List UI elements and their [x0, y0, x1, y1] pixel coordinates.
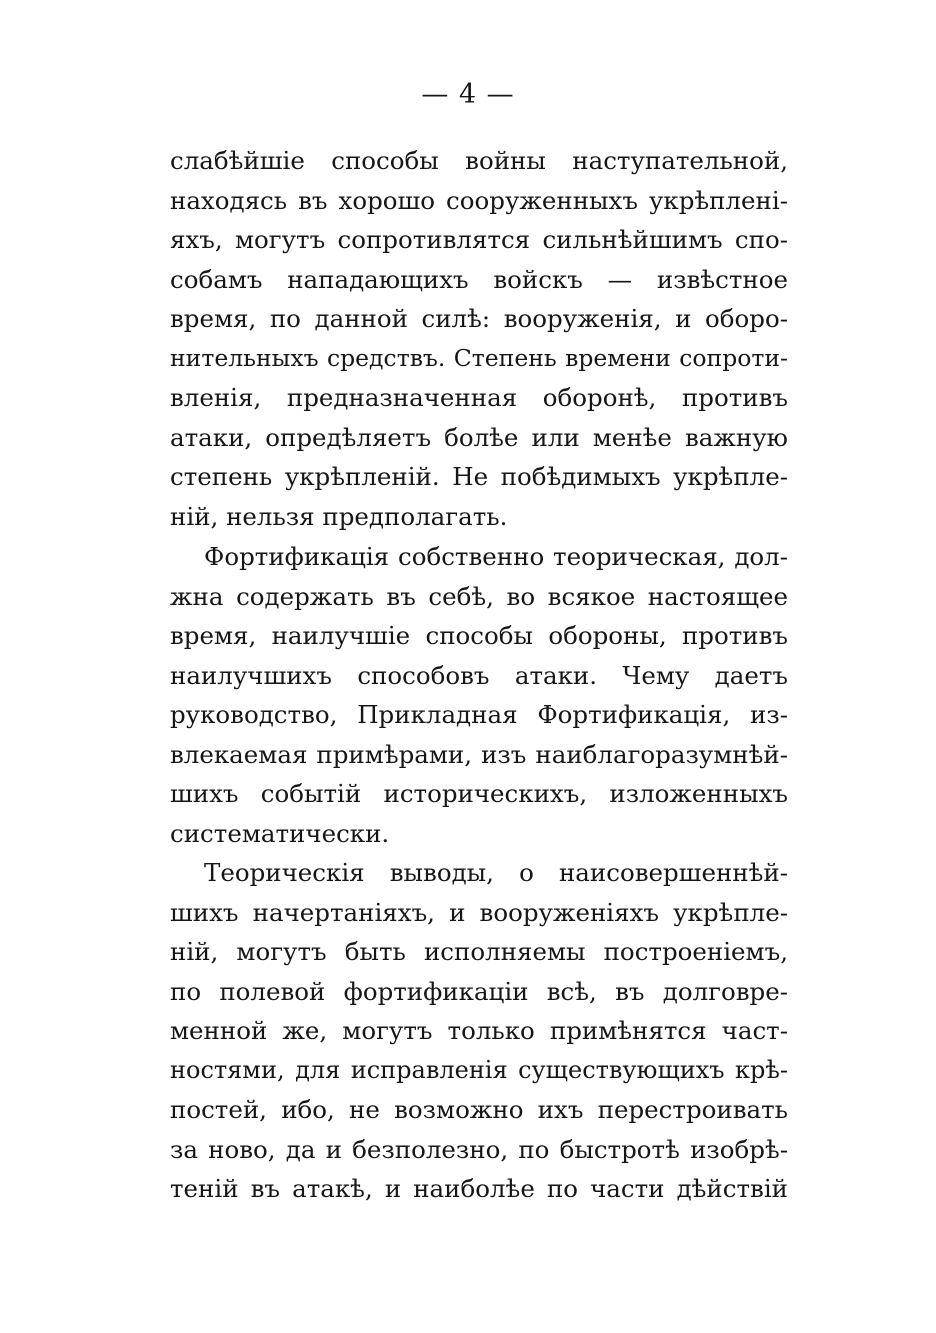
text-line: Теорическія выводы, о наисовершеннѣй- [204, 858, 788, 887]
text-line: шихъ начертаніяхъ, и вооруженіяхъ укрѣпле- [170, 897, 788, 927]
text-line: слабѣйшіе способы войны наступательной, [170, 146, 788, 175]
paragraph-3 [170, 853, 788, 1209]
text-line: время, по данной силѣ: вооруженія, и оборо- [170, 304, 788, 333]
text-line: находясь въ хорошо сооруженныхъ укрѣплені- [170, 185, 788, 215]
text-line: шихъ событій историческихъ, изложенныхъ [170, 779, 788, 808]
text-line: степень укрѣпленій. Не побѣдимыхъ укрѣпле- [170, 462, 788, 491]
text-line: атаки, опредѣляетъ болѣе или менѣе важную [170, 422, 788, 452]
text-line: Фортификація собственно теорическая, дол- [204, 542, 788, 571]
text-line: ній, могутъ быть исполняемы построеніемъ, [170, 937, 788, 966]
text-line: нительныхъ средствъ. Степень времени сопроти- [170, 343, 788, 372]
text-line: менной же, могутъ только примѣнятся част- [170, 1016, 788, 1045]
text-line: руководство, Прикладная Фортификація, из- [170, 700, 788, 729]
text-line: теній въ атакѣ, и наиболѣе по части дѣйствій [170, 1174, 788, 1203]
text-line: влекаемая примѣрами, изъ наиблагоразумнѣй- [170, 739, 788, 769]
page-number: — 4 — [421, 79, 515, 110]
text-line: по полевой фортификаціи всѣ, въ долговре- [170, 976, 788, 1006]
text-line: систематически. [170, 818, 390, 848]
text-line: собамъ нападающихъ войскъ — извѣстное [170, 264, 788, 294]
text-line: вленія, предназначенная оборонѣ, противъ [170, 383, 788, 412]
text-line: за ново, да и безполезно, по быстротѣ изобрѣ- [170, 1134, 788, 1164]
paragraph-1 [170, 141, 788, 536]
text-line: ностями, для исправленія существующихъ крѣ- [170, 1055, 788, 1084]
text-line: жна содержать въ себѣ, во всякое настоящее [170, 581, 788, 611]
paragraph-2 [170, 537, 788, 853]
text-line: время, наилучшіе способы обороны, противъ [170, 621, 788, 650]
text-line: ній, нельзя предполагать. [170, 501, 508, 531]
text-line: постей, ибо, не возможно ихъ перестроивать [170, 1095, 788, 1124]
text-line: яхъ, могутъ сопротивлятся сильнѣйшимъ спо- [170, 225, 788, 254]
text-line: наилучшихъ способовъ атаки. Чему даетъ [170, 660, 788, 690]
